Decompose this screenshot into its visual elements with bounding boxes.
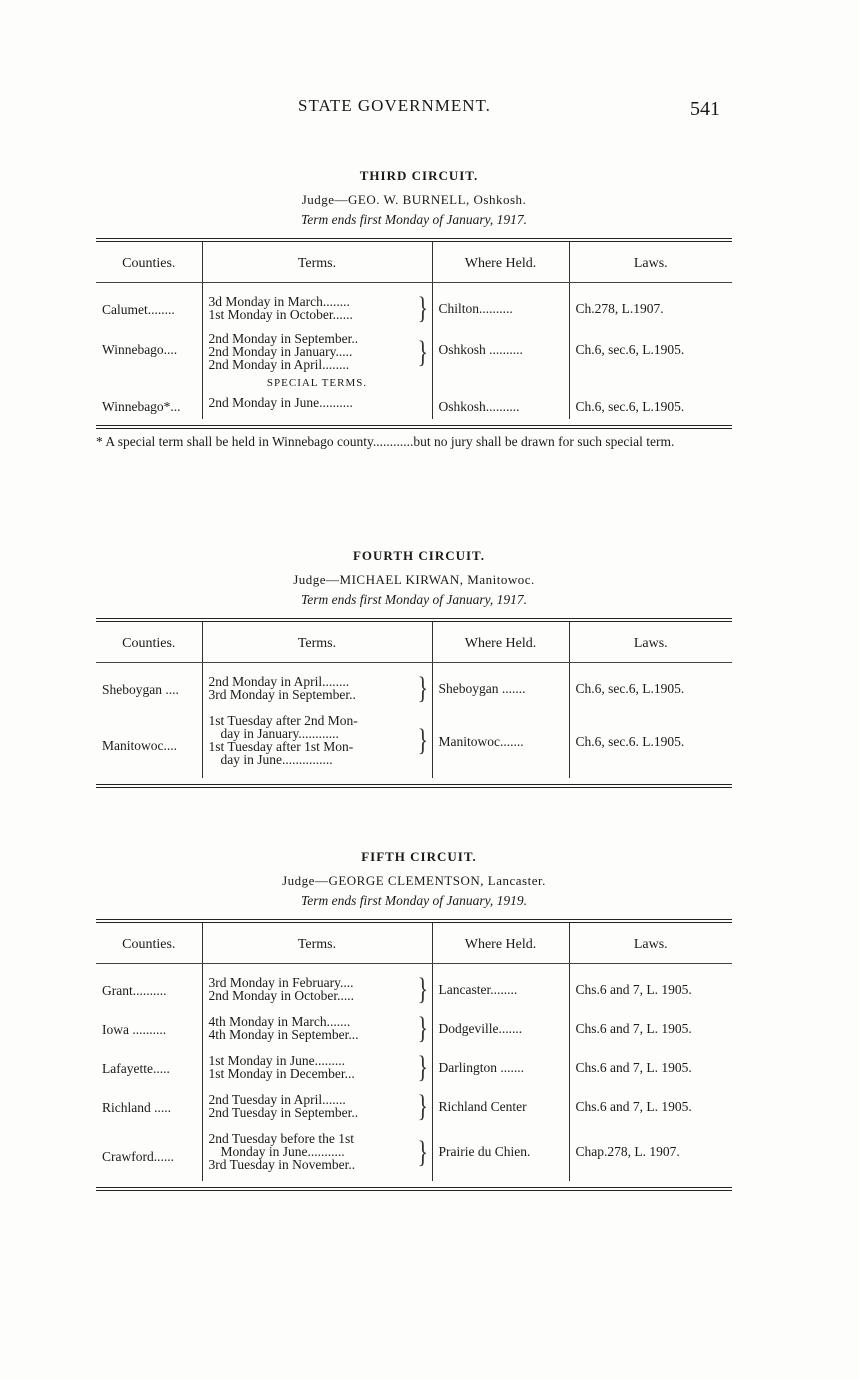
term-line: 2nd Monday in September.. <box>208 331 359 346</box>
brace-icon: } <box>417 1009 429 1045</box>
county-cell: Winnebago.... <box>102 342 178 357</box>
term-line: 3d Monday in March........ <box>208 294 350 309</box>
table-bottom-rule <box>96 1187 732 1191</box>
term-line: Monday in June........... <box>220 1144 345 1159</box>
judge-line: Judge—MICHAEL KIRWAN, Manitowoc. <box>293 572 535 587</box>
table-row <box>96 393 732 419</box>
table-row <box>96 1044 732 1083</box>
term-ends: Term ends first Monday of January, 1919. <box>301 893 527 908</box>
county-cell: Iowa .......... <box>102 1021 167 1037</box>
table-bottom-rule <box>96 425 732 429</box>
county-cell: Winnebago*... <box>102 398 181 414</box>
col-header-laws: Laws. <box>569 622 732 663</box>
third-circuit <box>96 168 732 448</box>
county-cell: Sheboygan .... <box>102 681 179 697</box>
county-cell: Crawford...... <box>102 1148 174 1164</box>
where-held-cell: Dodgeville....... <box>432 1005 569 1044</box>
laws-cell: Ch.6, sec.6. L.1905. <box>569 704 732 778</box>
terms-cell <box>202 283 432 325</box>
terms-cell <box>202 964 432 1006</box>
term-line: 4th Monday in September... <box>208 1027 359 1042</box>
brace-icon: } <box>417 669 429 705</box>
term-line: 2nd Monday in June.......... <box>208 395 353 410</box>
special-terms-row <box>96 374 732 393</box>
where-held-cell: Prairie du Chien. <box>432 1122 569 1181</box>
col-header-terms: Terms. <box>202 242 432 283</box>
circuit-title: FOURTH CIRCUIT. <box>352 548 486 563</box>
terms-cell <box>202 663 432 705</box>
running-title: STATE GOVERNMENT. <box>298 96 491 115</box>
county-cell: Grant.......... <box>102 982 167 998</box>
table-header-row <box>96 242 732 283</box>
col-header-where-held: Where Held. <box>432 923 569 964</box>
term-line: 1st Monday in December... <box>208 1066 355 1081</box>
term-line: 1st Tuesday after 2nd Mon- <box>208 713 358 728</box>
term-ends: Term ends first Monday of January, 1917. <box>301 592 527 607</box>
circuit-title: THIRD CIRCUIT. <box>359 168 479 183</box>
term-line: 2nd Monday in January..... <box>208 344 353 359</box>
col-header-terms: Terms. <box>202 622 432 663</box>
laws-cell: Chap.278, L. 1907. <box>569 1122 732 1181</box>
where-held-cell: Darlington ....... <box>432 1044 569 1083</box>
term-line: 2nd Monday in October..... <box>208 988 354 1003</box>
term-line: 2nd Tuesday before the 1st <box>208 1131 354 1146</box>
where-held-cell: Oshkosh .......... <box>432 324 569 374</box>
table-row <box>96 663 732 705</box>
table-row <box>96 964 732 1006</box>
col-header-counties: Counties. <box>96 242 202 283</box>
term-line: 1st Tuesday after 1st Mon- <box>208 739 354 754</box>
table-bottom-rule <box>96 784 732 788</box>
footnote: * A special term shall be held in Winnebago county............but no jury shall be drawn for such special term. <box>96 434 675 449</box>
brace-icon: } <box>417 333 429 369</box>
terms-cell <box>202 1122 432 1181</box>
where-held-cell: Oshkosh.......... <box>432 393 569 419</box>
term-line: 2nd Tuesday in April....... <box>208 1092 346 1107</box>
page-header <box>0 96 859 126</box>
table-row <box>96 1122 732 1181</box>
table-header-row <box>96 923 732 964</box>
term-line: 1st Monday in June......... <box>208 1053 345 1068</box>
term-line: 3rd Monday in September.. <box>208 687 356 702</box>
term-line: 2nd Monday in April........ <box>208 357 350 372</box>
laws-cell: Chs.6 and 7, L. 1905. <box>569 1005 732 1044</box>
county-cell: Manitowoc.... <box>102 738 177 753</box>
where-held-cell: Lancaster........ <box>432 964 569 1006</box>
circuit-title: FIFTH CIRCUIT. <box>361 849 477 864</box>
terms-cell <box>202 1005 432 1044</box>
col-header-laws: Laws. <box>569 242 732 283</box>
col-header-where-held: Where Held. <box>432 622 569 663</box>
term-line: 2nd Monday in April........ <box>208 674 350 689</box>
col-header-where-held: Where Held. <box>432 242 569 283</box>
fifth-circuit <box>96 849 732 1191</box>
laws-cell: Chs.6 and 7, L. 1905. <box>569 1083 732 1122</box>
brace-icon: } <box>417 289 429 325</box>
table-row <box>96 1083 732 1122</box>
col-header-laws: Laws. <box>569 923 732 964</box>
circuit-table <box>96 923 732 1181</box>
term-line: day in January............ <box>220 726 339 741</box>
term-line: 1st Monday in October...... <box>208 307 353 322</box>
fourth-circuit <box>96 548 732 788</box>
term-line: day in June............... <box>220 752 333 767</box>
county-cell: Richland ..... <box>102 1099 171 1115</box>
term-line: 2nd Tuesday in September.. <box>208 1105 359 1120</box>
table-row <box>96 283 732 325</box>
circuit-table <box>96 242 732 419</box>
where-held-cell: Chilton.......... <box>432 283 569 325</box>
county-cell: Calumet........ <box>102 301 175 317</box>
laws-cell: Chs.6 and 7, L. 1905. <box>569 1044 732 1083</box>
terms-cell <box>202 1083 432 1122</box>
col-header-terms: Terms. <box>202 923 432 964</box>
table-row <box>96 324 732 374</box>
brace-icon: } <box>417 1048 429 1084</box>
where-held-cell: Richland Center <box>432 1083 569 1122</box>
laws-cell: Chs.6 and 7, L. 1905. <box>569 964 732 1006</box>
judge-line: Judge—GEO. W. BURNELL, Oshkosh. <box>301 192 527 207</box>
col-header-counties: Counties. <box>96 923 202 964</box>
where-held-cell: Sheboygan ....... <box>432 663 569 705</box>
term-line: 3rd Tuesday in November.. <box>208 1157 356 1172</box>
laws-cell: Ch.6, sec.6, L.1905. <box>569 663 732 705</box>
terms-cell <box>202 1044 432 1083</box>
county-cell: Lafayette..... <box>102 1060 170 1076</box>
term-line: 3rd Monday in February.... <box>208 975 354 990</box>
table-row <box>96 1005 732 1044</box>
term-ends: Term ends first Monday of January, 1917. <box>301 212 527 227</box>
terms-cell <box>202 393 432 419</box>
table-header-row <box>96 622 732 663</box>
col-header-counties: Counties. <box>96 622 202 663</box>
brace-icon: } <box>417 721 429 757</box>
brace-icon: } <box>417 1133 429 1169</box>
judge-line: Judge—GEORGE CLEMENTSON, Lancaster. <box>282 873 546 888</box>
terms-cell <box>202 704 432 778</box>
terms-cell <box>202 324 432 374</box>
brace-icon: } <box>417 1087 429 1123</box>
laws-cell: Ch.6, sec.6, L.1905. <box>569 324 732 374</box>
page-number: 541 <box>690 98 720 120</box>
circuit-table <box>96 622 732 778</box>
laws-cell: Ch.278, L.1907. <box>569 283 732 325</box>
laws-cell: Ch.6, sec.6, L.1905. <box>569 393 732 419</box>
term-line: 4th Monday in March....... <box>208 1014 351 1029</box>
brace-icon: } <box>417 970 429 1006</box>
where-held-cell: Manitowoc....... <box>432 704 569 778</box>
table-row <box>96 704 732 778</box>
special-terms-label: SPECIAL TERMS. <box>202 374 432 393</box>
